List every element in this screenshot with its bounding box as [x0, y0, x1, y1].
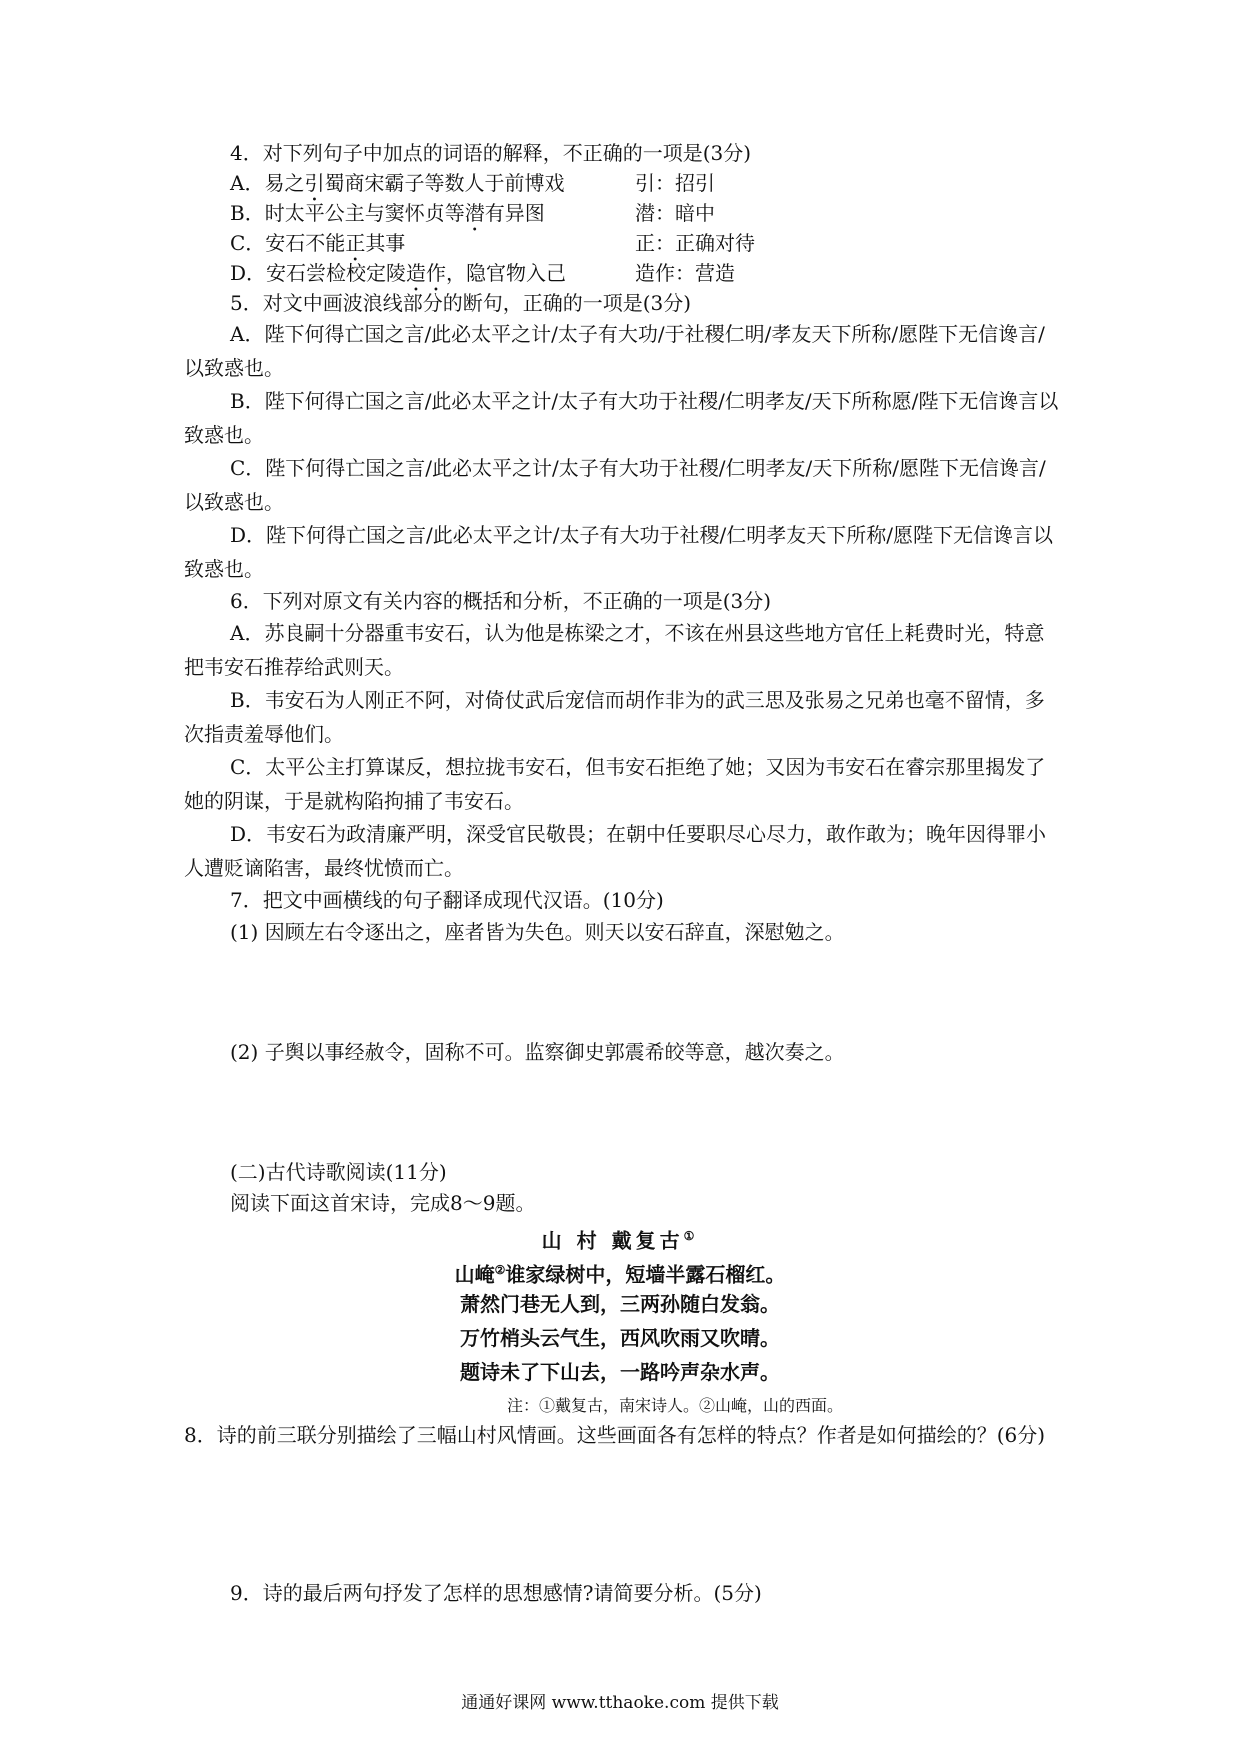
q4-option-c-explain: 正：正确对待	[635, 231, 755, 255]
q4-option-b-explain: 潜：暗中	[635, 201, 715, 225]
q7-item-1: (1) 因顾左右令逐出之，座者皆为失色。则天以安石辞直，深慰勉之。	[230, 920, 845, 944]
q5-option-b: B．陛下何得亡国之言/此必太平之计/太子有大功于社稷/仁明孝友/天下所称愿/陛下无信谗言以致惑也。	[184, 389, 1059, 447]
q4-stem: 4．对下列句子中加点的词语的解释，不正确的一项是(3分)	[230, 141, 752, 165]
q4-option-a: A．易之引蜀商宋霸子等数人于前博戏	[230, 171, 565, 195]
q7-stem: 7．把文中画横线的句子翻译成现代汉语。(10分)	[230, 888, 664, 912]
q4-option-d: D．安石尝检校定陵造作，隐官物入己	[230, 261, 567, 285]
footer-credit: 通通好课网 www.tthaoke.com 提供下载	[461, 1693, 779, 1713]
section-heading: (二)古代诗歌阅读(11分)	[230, 1160, 447, 1184]
q8-stem: 8．诗的前三联分别描绘了三幅山村风情画。这些画面各有怎样的特点？作者是如何描绘的？(6分)	[184, 1423, 1046, 1447]
q9-stem: 9．诗的最后两句抒发了怎样的思想感情?请简要分析。(5分)	[230, 1581, 762, 1605]
q4-option-c: C．安石不能正其事	[230, 231, 406, 255]
q5-option-c: C．陛下何得亡国之言/此必太平之计/太子有大功于社稷/仁明孝友/天下所称/愿陛下无信谗言/以致惑也。	[184, 456, 1046, 514]
poem-line-2: 萧然门巷无人到，三两孙随白发翁。	[460, 1292, 780, 1316]
q6-option-c: C．太平公主打算谋反，想拉拢韦安石，但韦安石拒绝了她；又因为韦安石在睿宗那里揭发了她的阴谋，于是就构陷拘捕了韦安石。	[184, 755, 1046, 813]
q4-option-d-explain: 造作：营造	[635, 261, 735, 285]
q5-option-a: A．陛下何得亡国之言/此必太平之计/太子有大功/于社稷仁明/孝友天下所称/愿陛下无信谗言/以致惑也。	[184, 322, 1045, 380]
section-instruction: 阅读下面这首宋诗，完成8～9题。	[230, 1191, 536, 1215]
q5-option-d: D．陛下何得亡国之言/此必太平之计/太子有大功于社稷/仁明孝友天下所称/愿陛下无信谗言以致惑也。	[184, 523, 1053, 581]
q6-option-b: B．韦安石为人刚正不阿，对倚仗武后宠信而胡作非为的武三思及张易之兄弟也毫不留情，多次指责羞辱他们。	[184, 688, 1045, 746]
q4-option-a-explain: 引：招引	[635, 171, 715, 195]
q6-option-d: D．韦安石为政清廉严明，深受官民敬畏；在朝中任要职尽心尽力，敢作敢为；晚年因得罪小人遭贬谪陷害，最终忧愤而亡。	[184, 822, 1047, 880]
q4-option-b: B．时太平公主与窦怀贞等潜有异图	[230, 201, 545, 225]
poem-line-1: 山崦②谁家绿树中，短墙半露石榴红。	[454, 1262, 786, 1287]
q6-option-a: A．苏良嗣十分器重韦安石，认为他是栋梁之才，不该在州县这些地方官任上耗费时光，特意把韦安石推荐给武则天。	[184, 621, 1045, 679]
poem-line-4: 题诗未了下山去，一路吟声杂水声。	[460, 1360, 780, 1384]
poem-note: 注：①戴复古，南宋诗人。②山崦，山的西面。	[506, 1396, 843, 1415]
q7-item-2: (2) 子舆以事经赦令，固称不可。监察御史郭震希皎等意，越次奏之。	[230, 1040, 845, 1064]
q5-stem: 5．对文中画波浪线部分的断句，正确的一项是(3分)	[230, 291, 692, 315]
q6-stem: 6．下列对原文有关内容的概括和分析，不正确的一项是(3分)	[230, 589, 772, 613]
poem-line-3: 万竹梢头云气生，西风吹雨又吹晴。	[460, 1326, 780, 1350]
poem-title: 山 村 戴复古①	[541, 1228, 699, 1253]
